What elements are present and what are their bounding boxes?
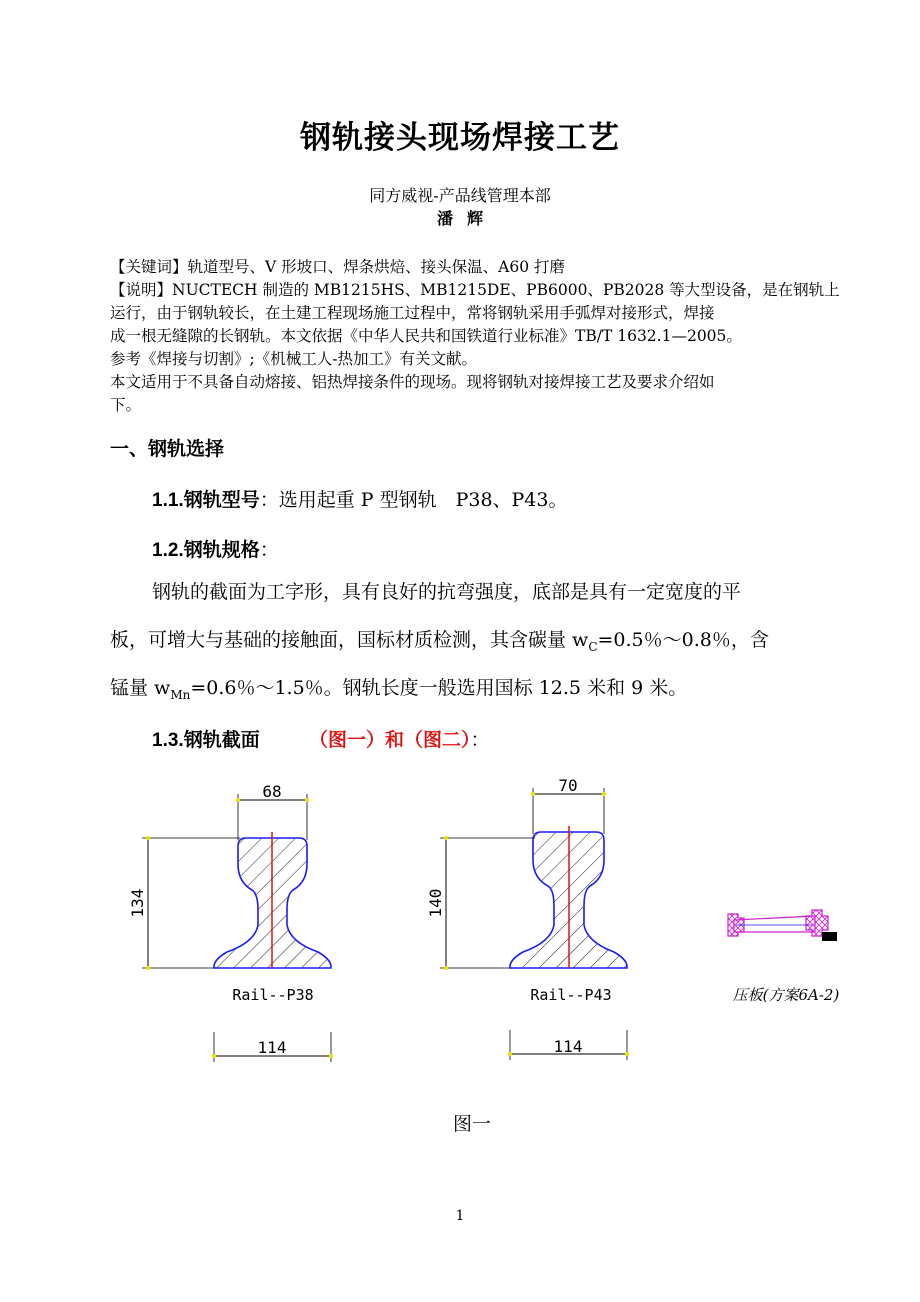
body-line-2a: 板，可增大与基础的接触面，国标材质检测，其含碳量 w xyxy=(110,629,589,651)
note-text: NUCTECH 制造的 MB1215HS、MB1215DE、PB6000、PB2028 等大型设备，是在钢轨上 xyxy=(172,281,840,299)
author-org: 同方威视-产品线管理本部 xyxy=(369,186,551,205)
pressing-plate-drawing xyxy=(728,910,839,1004)
rail-p43-drawing xyxy=(426,776,629,1060)
note-line-4: 参考《焊接与切割》;《机械工人-热加工》有关文献。 xyxy=(110,350,477,368)
subsection-1-3 xyxy=(152,725,490,752)
subsection-1-3-label: 1.3.钢轨截面 xyxy=(152,730,260,751)
rail-section-figure xyxy=(0,760,920,1170)
note-line-1 xyxy=(110,279,840,302)
author-name: 潘辉 xyxy=(436,209,497,228)
p38-top-width: 68 xyxy=(262,782,282,801)
body-line-1: 钢轨的截面为工字形，具有良好的抗弯强度，底部是具有一定宽度的平 xyxy=(152,581,742,603)
keywords-text: 轨道型号、V 形坡口、焊条烘焙、接头保温、A60 打磨 xyxy=(187,258,565,276)
p43-base-width: 114 xyxy=(553,1037,583,1056)
page-number: 1 xyxy=(455,1208,465,1224)
body-line-2b: =0.5％～0.8％，含 xyxy=(597,629,769,651)
p43-top-width: 70 xyxy=(558,776,578,795)
rail-p38-drawing xyxy=(128,782,333,1062)
note-line-5: 本文适用于不具备自动熔接、铝热焊接条件的现场。现将钢轨对接焊接工艺及要求介绍如 xyxy=(110,373,715,391)
keywords-label: 【关键词】 xyxy=(110,258,188,276)
subsection-1-1-text: ：选用起重 P 型钢轨 P38、P43。 xyxy=(259,489,568,511)
body-line-3 xyxy=(110,666,687,717)
p43-height: 140 xyxy=(426,888,445,918)
manganese-subscript: Mn xyxy=(170,687,191,702)
subsection-1-2 xyxy=(152,535,279,562)
note-line-3: 成一根无缝隙的长钢轨。本文依据《中华人民共和国铁道行业标准》TB/T 1632.1—2005。 xyxy=(110,327,742,345)
p38-caption: Rail--P38 xyxy=(232,986,314,1004)
plate-bolt xyxy=(822,932,837,941)
section-1-heading: 一、钢轨选择 xyxy=(110,438,225,460)
page-title: 钢轨接头现场焊接工艺 xyxy=(300,120,620,156)
figure-caption: 图一 xyxy=(452,1113,492,1135)
plate-caption: 压板(方案6A-2) xyxy=(732,986,840,1004)
subsection-1-3-colon: ： xyxy=(470,729,490,751)
subsection-1-1-label: 1.1.钢轨型号 xyxy=(152,490,260,511)
body-line-3a: 锰量 w xyxy=(110,677,171,699)
subsection-1-2-colon: ： xyxy=(259,539,279,561)
keywords-line xyxy=(110,256,565,279)
p38-height: 134 xyxy=(128,888,147,918)
p38-base-width: 114 xyxy=(257,1038,287,1057)
p43-caption: Rail--P43 xyxy=(530,986,612,1004)
carbon-subscript: C xyxy=(588,639,598,654)
body-line-2 xyxy=(110,618,769,669)
subsection-1-2-label: 1.2.钢轨规格 xyxy=(152,540,260,561)
subsection-1-1 xyxy=(152,485,568,512)
note-line-6: 下。 xyxy=(110,396,142,414)
note-line-2: 运行，由于钢轨较长，在土建工程现场施工过程中，常将钢轨采用手弧焊对接形式，焊接 xyxy=(110,304,715,322)
body-line-3b: =0.6％～1.5％。钢轨长度一般选用国标 12.5 米和 9 米。 xyxy=(190,677,688,699)
figure-reference: （图一）和（图二） xyxy=(308,729,471,751)
note-label: 【说明】 xyxy=(110,281,173,299)
